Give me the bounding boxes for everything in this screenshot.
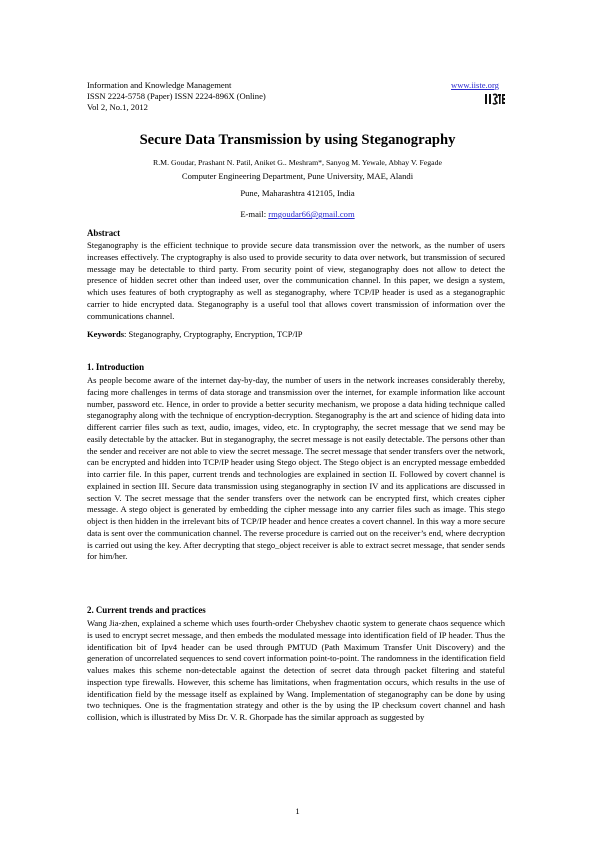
abstract-text: Steganography is the efficient technique to provide secure data transmission over the network, as the number of users increases effectively. The cryptography is also used to provide security to data over network, but transmission of secured message may be detectable to third party. From security point of view, steganography does not allow to detect the presence of hidden secret other than indeed user, over the communication channel. In this paper, we design a system, which uses features of both cryptography as well as steganography, where TCP/IP header is used as a steganographic carrier to hide encrypted data. Steganography is a useful tool that allows covert transmission of information over the communications channel. [87,240,505,321]
section-1-heading: 1. Introduction [87,362,145,372]
keywords-line [87,329,505,341]
journal-url-link[interactable]: www.iiste.org [451,80,499,90]
page-number: 1 [295,806,300,816]
journal-issn: ISSN 2224-5758 (Paper) ISSN 2224-896X (Online) [87,91,266,101]
section-2-heading: 2. Current trends and practices [87,605,206,615]
section-2-text: Wang Jia-zhen, explained a scheme which uses fourth-order Chebyshev chaotic system to generate chaos sequence which is used to encrypt secret message, and then embeds the modulated message into identification field of IP header. Thus the identification bit of Ipv4 header can be used through PMTUD (Path Maximum Transfer Unit Discovery) and the generation of uncorrelated sequences to send covert information point-to-point. The randomness in the identification field values makes this scheme non-detectable against the detection of secret data through packet filtering and stateful inspection type firewalls. However, this scheme has limitations, when fragmentation occurs, which results in the use of identification field by the message itself as explained by Wang. Implementation of steganography can be done by using two techniques. One is the fragmentation strategy and other is the by using the IP checksum covert channel and hash collision, which is illustrated by Miss Dr. V. R. Ghorpade has the similar approach as suggested by [87,618,505,722]
keywords-text: : Steganography, Cryptography, Encryption, TCP/IP [124,329,303,339]
affiliation-line-2: Pune, Maharashtra 412105, India [240,188,355,198]
section-1-text: As people become aware of the internet day-by-day, the number of users in the network increases considerably thereby, facing more challenges in terms of data storage and transmission over the internet, for example information like account number, password etc. Hence, in order to provide a better security mechanism, we propose a data hiding technique called steganography along with the technique of encryption-decryption. Steganography is the art and science of hiding data into different carrier files such as text, audio, images, video, etc. In cryptography, the secret message that we send may be easily detectable by the attacker. But in steganography, the secret message is not easily detectable. The persons other than the sender and receiver are not able to view the secret message. The secret message that sender transfers over the network, can be encrypted and hidden into TCP/IP header using Stego object. The Stego object is an encrypted message embedded into carrier file. In this paper, current trends and technologies are explained in section II. Followed by covert channel is explained in section III. Secure data transmission using steganography in section IV and its applications are discussed in section V. The secret message that the sender transfers over the network can be encrypted first, which creates cipher message. A stego object is generated by embedding the cipher message into any carrier files such as image. This stego object is then hidden in the irrelevant bits of TCP/IP header and hence creates a covert channel. In this way a more secure data is sent over the communication channel. The reverse procedure is carried out on the receiver’s end, where decryption is carried out using the key. After decrypting that stego_object receiver is able to extract secret message, that sender sends for him/her. [87,375,505,562]
journal-header [87,80,266,113]
author-list: R.M. Goudar, Prashant N. Patil, Aniket G.. Meshram*, Sanyog M. Yewale, Abhay V. Fegade [153,158,442,167]
paper-title: Secure Data Transmission by using Steganography [139,132,456,148]
keywords-label: Keywords [87,329,125,339]
journal-volume: Vol 2, No.1, 2012 [87,102,148,112]
email-link[interactable]: rmgoudar66@gmail.com [268,209,355,219]
email-label: E-mail: [240,209,269,219]
abstract-heading: Abstract [87,228,121,238]
journal-name: Information and Knowledge Management [87,80,232,90]
iiste-logo-icon [484,92,506,106]
affiliation-line-1: Computer Engineering Department, Pune University, MAE, Alandi [181,171,414,181]
email-line [0,209,595,219]
